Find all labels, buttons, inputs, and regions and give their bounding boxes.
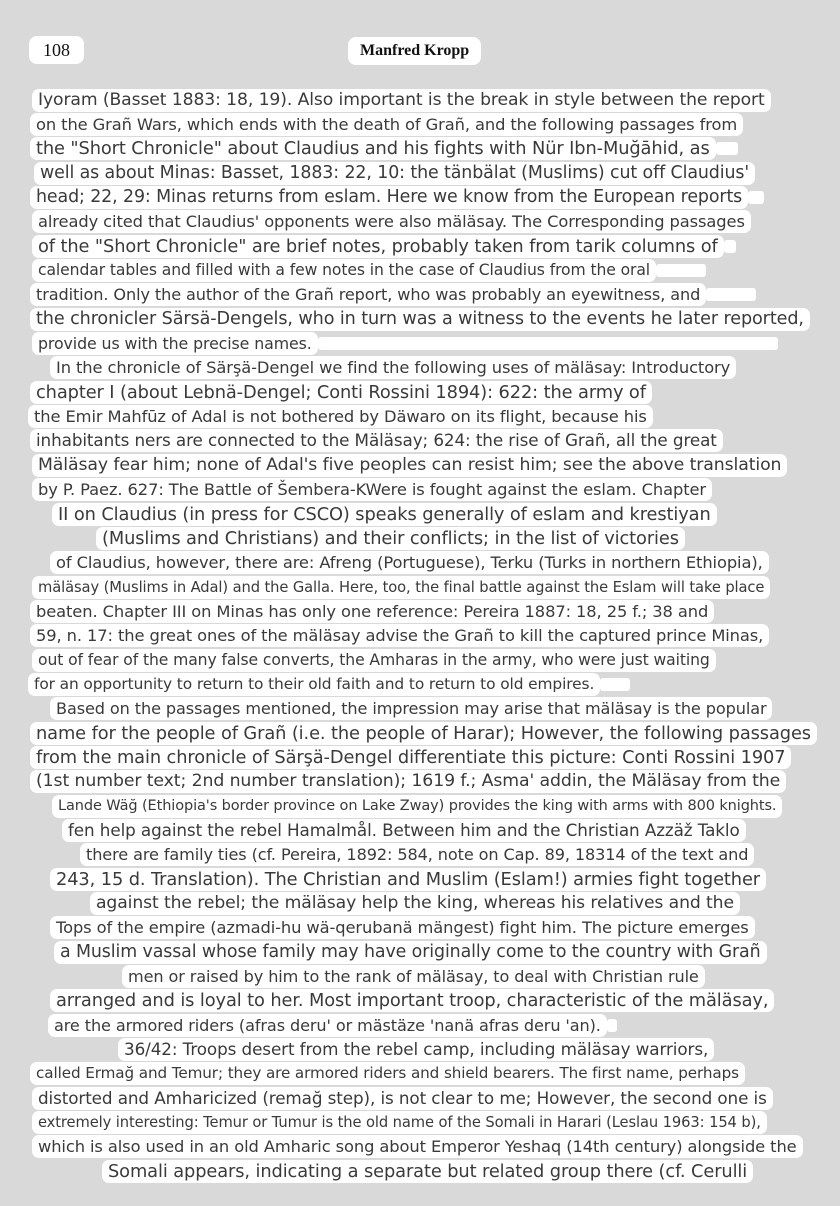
text-line-content: there are family ties (cf. Pereira, 1892: 584, note on Cap. 89, 18314 of the text and (80, 843, 754, 866)
text-line-content: from the main chronicle of Särşä-Dengel differentiate this picture: Conti Rossini 1907 (30, 746, 791, 769)
text-line (0, 745, 840, 769)
text-line-content: which is also used in an old Amharic song about Emperor Yeshaq (14th century) alongside the (32, 1135, 803, 1158)
text-line (0, 356, 840, 380)
text-line (0, 1086, 840, 1110)
text-line (0, 137, 840, 161)
text-line-content: tradition. Only the author of the Grañ report, who was probably an eyewitness, and (30, 283, 706, 306)
text-line-content: beaten. Chapter III on Minas has only one reference: Pereira 1887: 18, 25 f.; 38 and (30, 600, 714, 623)
text-line (0, 648, 840, 672)
text-line (0, 161, 840, 185)
text-line-content: Somali appears, indicating a separate but related group there (cf. Cerulli (102, 1160, 753, 1183)
text-line (0, 867, 840, 891)
text-line (0, 624, 840, 648)
text-line-content: the chronicler Särsä-Dengels, who in turn was a witness to the events he later reported, (30, 308, 810, 331)
text-line (0, 721, 840, 745)
text-line-content: calendar tables and filled with a few notes in the case of Claudius from the oral (32, 259, 656, 282)
line-highlight-filler (716, 142, 738, 155)
page-header (0, 0, 840, 80)
text-line-content: arranged and is loyal to her. Most important troop, characteristic of the mäläsay, (50, 989, 774, 1012)
text-line-content: In the chronicle of Särşä-Dengel we find the following uses of mäläsay: Introductory (50, 356, 736, 379)
page-number: 108 (29, 36, 84, 64)
text-line (0, 551, 840, 575)
text-line (0, 331, 840, 355)
text-line-content: 243, 15 d. Translation). The Christian and Muslim (Eslam!) armies fight together (50, 868, 766, 891)
text-line (0, 210, 840, 234)
text-line-content: inhabitants ners are connected to the Mäläsay; 624: the rise of Grañ, all the great (30, 429, 723, 452)
line-highlight-filler (724, 240, 736, 253)
text-line-content: distorted and Amharicized (remağ step), is not clear to me; However, the second one is (32, 1087, 773, 1110)
text-line (0, 258, 840, 282)
text-line-content: mäläsay (Muslims in Adal) and the Galla. Here, too, the final battle against the Eslam will take place (32, 576, 770, 599)
text-line-content: already cited that Claudius' opponents were also mäläsay. The Corresponding passages (32, 210, 751, 233)
text-line-content: name for the people of Grañ (i.e. the people of Harar); However, the following passages (30, 722, 817, 745)
text-line-content: a Muslim vassal whose family may have originally come to the country with Grañ (54, 941, 767, 964)
text-line (0, 112, 840, 136)
line-highlight-filler (706, 288, 756, 301)
text-line (0, 429, 840, 453)
text-line (0, 185, 840, 209)
text-line (0, 575, 840, 599)
text-line (0, 770, 840, 794)
text-line-content: called Ermağ and Temur; they are armored riders and shield bearers. The first name, perhaps (30, 1062, 745, 1085)
text-line (0, 502, 840, 526)
body-text (0, 88, 840, 1183)
text-line (0, 404, 840, 428)
text-line-content: the "Short Chronicle" about Claudius and his fights with Nür Ibn-Muğāhid, as (30, 137, 716, 160)
text-line (0, 526, 840, 550)
text-line-content: 59, n. 17: the great ones of the mäläsay advise the Grañ to kill the captured prince Minas, (30, 624, 769, 647)
text-line-content: by P. Paez. 627: The Battle of Šembera-KWere is fought against the eslam. Chapter (32, 478, 712, 501)
text-line-content: against the rebel; the mäläsay help the king, whereas his relatives and the (90, 892, 740, 915)
text-line-content: fen help against the rebel Hamalmål. Between him and the Christian Azzäž Taklo (62, 819, 746, 842)
text-line-content: well as about Minas: Basset, 1883: 22, 10: the tänbälat (Muslims) cut off Claudius' (34, 162, 755, 185)
text-line (0, 794, 840, 818)
text-line (0, 940, 840, 964)
text-line-content: of the "Short Chronicle" are brief notes, probably taken from tarik columns of (32, 235, 724, 258)
line-highlight-filler (600, 678, 630, 691)
line-highlight-filler (607, 1019, 617, 1032)
text-line-content: chapter I (about Lebnä-Dengel; Conti Rossini 1894): 622: the army of (30, 381, 652, 404)
text-line-content: on the Grañ Wars, which ends with the death of Grañ, and the following passages from (30, 113, 743, 136)
text-line-content: are the armored riders (afras deru' or mästäze 'nanä afras deru 'an). (48, 1014, 607, 1037)
text-line (0, 989, 840, 1013)
text-line-content: head; 22, 29: Minas returns from eslam. Here we know from the European reports (30, 186, 748, 209)
text-line-content: provide us with the precise names. (32, 332, 318, 355)
text-line-content: for an opportunity to return to their old faith and to return to old empires. (28, 673, 600, 696)
text-line-content: extremely interesting: Temur or Tumur is the old name of the Somali in Harari (Leslau 1963: 154 b), (32, 1111, 767, 1134)
text-line-content: Tops of the empire (azmadi-hu wä-qerubanä mängest) fight him. The picture emerges (50, 916, 755, 939)
text-line (0, 380, 840, 404)
text-line-content: Lande Wäğ (Ethiopia's border province on Lake Zway) provides the king with arms with 800 knights. (52, 795, 782, 818)
text-line (0, 599, 840, 623)
text-line (0, 697, 840, 721)
text-line (0, 1135, 840, 1159)
text-line (0, 1013, 840, 1037)
text-line-content: out of fear of the many false converts, the Amharas in the army, who were just waiting (32, 649, 716, 672)
text-line-content: Based on the passages mentioned, the impression may arise that mäläsay is the popular (50, 697, 772, 720)
text-line (0, 964, 840, 988)
line-highlight-filler (318, 337, 778, 350)
text-line-content: the Emir Mahfūz of Adal is not bothered by Däwaro on its flight, because his (28, 405, 653, 428)
text-line (0, 916, 840, 940)
text-line (0, 307, 840, 331)
text-line-content: (1st number text; 2nd number translation); 1619 f.; Asma' addin, the Mäläsay from the (30, 770, 786, 793)
text-line (0, 1159, 840, 1183)
text-line-content: Iyoram (Basset 1883: 18, 19). Also important is the break in style between the report (32, 89, 771, 112)
text-line (0, 1037, 840, 1061)
text-line (0, 818, 840, 842)
text-line-content: Mäläsay fear him; none of Adal's five peoples can resist him; see the above translation (32, 454, 787, 477)
text-line (0, 283, 840, 307)
running-head: Manfred Kropp (348, 37, 481, 65)
line-highlight-filler (656, 264, 706, 277)
text-line (0, 234, 840, 258)
text-line (0, 891, 840, 915)
text-line (0, 453, 840, 477)
text-line (0, 1110, 840, 1134)
text-line (0, 1062, 840, 1086)
text-line (0, 478, 840, 502)
line-highlight-filler (748, 191, 764, 204)
text-line (0, 843, 840, 867)
text-line-content: 36/42: Troops desert from the rebel camp, including mäläsay warriors, (118, 1038, 714, 1061)
text-line-content: of Claudius, however, there are: Afreng (Portuguese), Terku (Turks in northern Ethiopia), (50, 551, 769, 574)
text-line (0, 88, 840, 112)
text-line-content: II on Claudius (in press for CSCO) speaks generally of eslam and krestiyan (52, 503, 717, 526)
text-line (0, 672, 840, 696)
text-line-content: men or raised by him to the rank of mäläsay, to deal with Christian rule (122, 965, 705, 988)
text-line-content: (Muslims and Christians) and their conflicts; in the list of victories (96, 527, 685, 550)
